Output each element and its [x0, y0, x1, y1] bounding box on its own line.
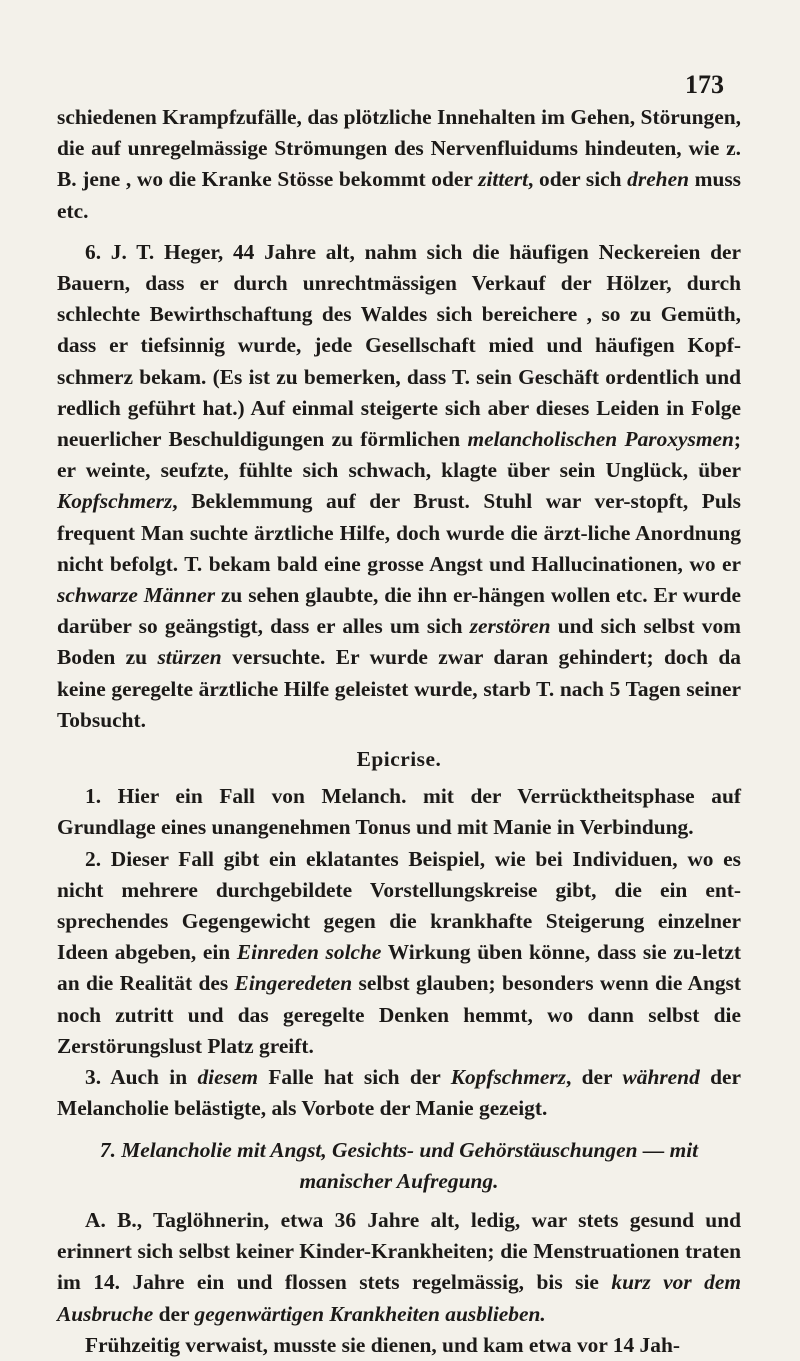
epicrise-heading: Epicrise. [356, 747, 442, 772]
text-run: Wirkung üben könne, dass sie zu-letzt an die Realität des [57, 940, 741, 996]
emphasis: stürzen [157, 645, 222, 670]
text-run: Falle hat sich der [258, 1065, 451, 1090]
text-run: ; er weinte, seufzte, fühlte sich schwach, klagte über sein Unglück, über [57, 427, 741, 483]
emphasis: zittert [478, 167, 529, 192]
emphasis: Kopfschmerz [450, 1065, 566, 1090]
text-run: 2. Dieser Fall gibt ein eklatantes Beispiel, wie bei Individuen, wo es nicht mehrere durchgebildete Vorstellungskreise gibt, die ein ent-sprechendes Gegengewicht gegen die krankhafte Steigerung einzelner Ideen abgeben, ein [57, 846, 741, 965]
case-7-paragraph-continued: Frühzeitig verwaist, musste sie dienen, und kam etwa vor 14 Jah- [85, 1332, 680, 1357]
epicrise-point-2 [57, 844, 741, 1062]
case-7-title: 7. Melancholie mit Angst, Gesichts- und Gehörstäuschungen — mit manischer Aufregung. [99, 1137, 699, 1193]
epicrise-point-3 [57, 1062, 741, 1124]
text-run: der Melancholie belästigte, als Vorbote der Manie gezeigt. [57, 1065, 741, 1121]
text-run: schiedenen Krampfzufälle, das plötzliche Innehalten im Gehen, Störungen, die auf unregelmässige Strömungen des Nervenfluidums hindeuten, wie z. B. jene , wo die Kranke Stösse bekommt oder [57, 105, 741, 192]
epicrise-point-1: 1. Hier ein Fall von Melanch. mit der Verrücktheitsphase auf Grundlage eines unangenehmen Tonus und mit Manie in Verbindung. [57, 784, 741, 840]
emphasis: diesem [197, 1065, 259, 1090]
text-run: , der [565, 1065, 623, 1090]
case-7-paragraph [57, 1205, 741, 1330]
emphasis: während [622, 1065, 700, 1090]
text-run: muss etc. [57, 167, 741, 223]
emphasis: melancholischen Paroxysmen [467, 427, 734, 452]
page-body [57, 102, 741, 1361]
text-run: , Beklemmung auf der Brust. Stuhl war ver-stopft, Puls frequent Man suchte ärztliche Hilfe, doch wurde die ärzt-liche Anordnung nicht befolgt. T. bekam bald eine grosse Angst und Hallucinationen, wo er [57, 489, 741, 576]
emphasis: gegenwärtigen Krankheiten ausblieben. [194, 1301, 546, 1326]
emphasis: Kopfschmerz [57, 489, 173, 514]
emphasis: kurz vor dem Ausbruche [57, 1270, 742, 1326]
text-run: A. B., Taglöhnerin, etwa 36 Jahre alt, ledig, war stets gesund und erinnert sich selbst keiner Kinder-Krankheiten; die Menstruationen traten im 14. Jahre ein und flossen stets regelmässig, bis sie [57, 1207, 741, 1295]
emphasis: schwarze Männer [57, 583, 216, 608]
paragraph-continuation [57, 102, 741, 227]
emphasis: Eingeredeten [234, 971, 353, 996]
text-run: 6. J. T. Heger, 44 Jahre alt, nahm sich die häufigen Neckereien der Bauern, dass er durch unrechtmässigen Verkauf der Hölzer, durch schlechte Bewirthschaftung des Waldes sich bereichere , so zu Gemüth, dass er tiefsinnig wurde, jede Gesellschaft mied und häufigen Kopf-schmerz bekam. (Es ist zu bemerken, dass T. sein Geschäft ordentlich und redlich geführt hat.) Auf einmal steigerte sich aber dieses Leiden in Folge neuerlicher Beschuldigungen zu förmlichen [57, 239, 741, 452]
case-6-paragraph [57, 237, 741, 736]
text-run: und sich selbst vom Boden zu [57, 614, 741, 670]
text-run: 3. Auch in [85, 1065, 198, 1090]
text-run: , oder sich [528, 167, 628, 192]
text-run: der [153, 1301, 195, 1326]
emphasis: drehen [627, 167, 689, 192]
text-run: zu sehen glaubte, die ihn er-hängen wollen etc. Er wurde darüber so geängstigt, dass er alles um sich [57, 583, 741, 639]
text-run: selbst glauben; besonders wenn die Angst noch zutritt und das geregelte Denken hemmt, wo dann selbst die Zerstörungslust Platz greift. [57, 971, 741, 1058]
emphasis: Einreden solche [236, 940, 382, 965]
emphasis: zerstören [469, 614, 551, 639]
page-number: 173 [685, 70, 724, 99]
text-run: versuchte. Er wurde zwar daran gehindert; doch da keine geregelte ärztliche Hilfe geleistet wurde, starb T. nach 5 Tagen seiner Tobsucht. [57, 645, 741, 732]
